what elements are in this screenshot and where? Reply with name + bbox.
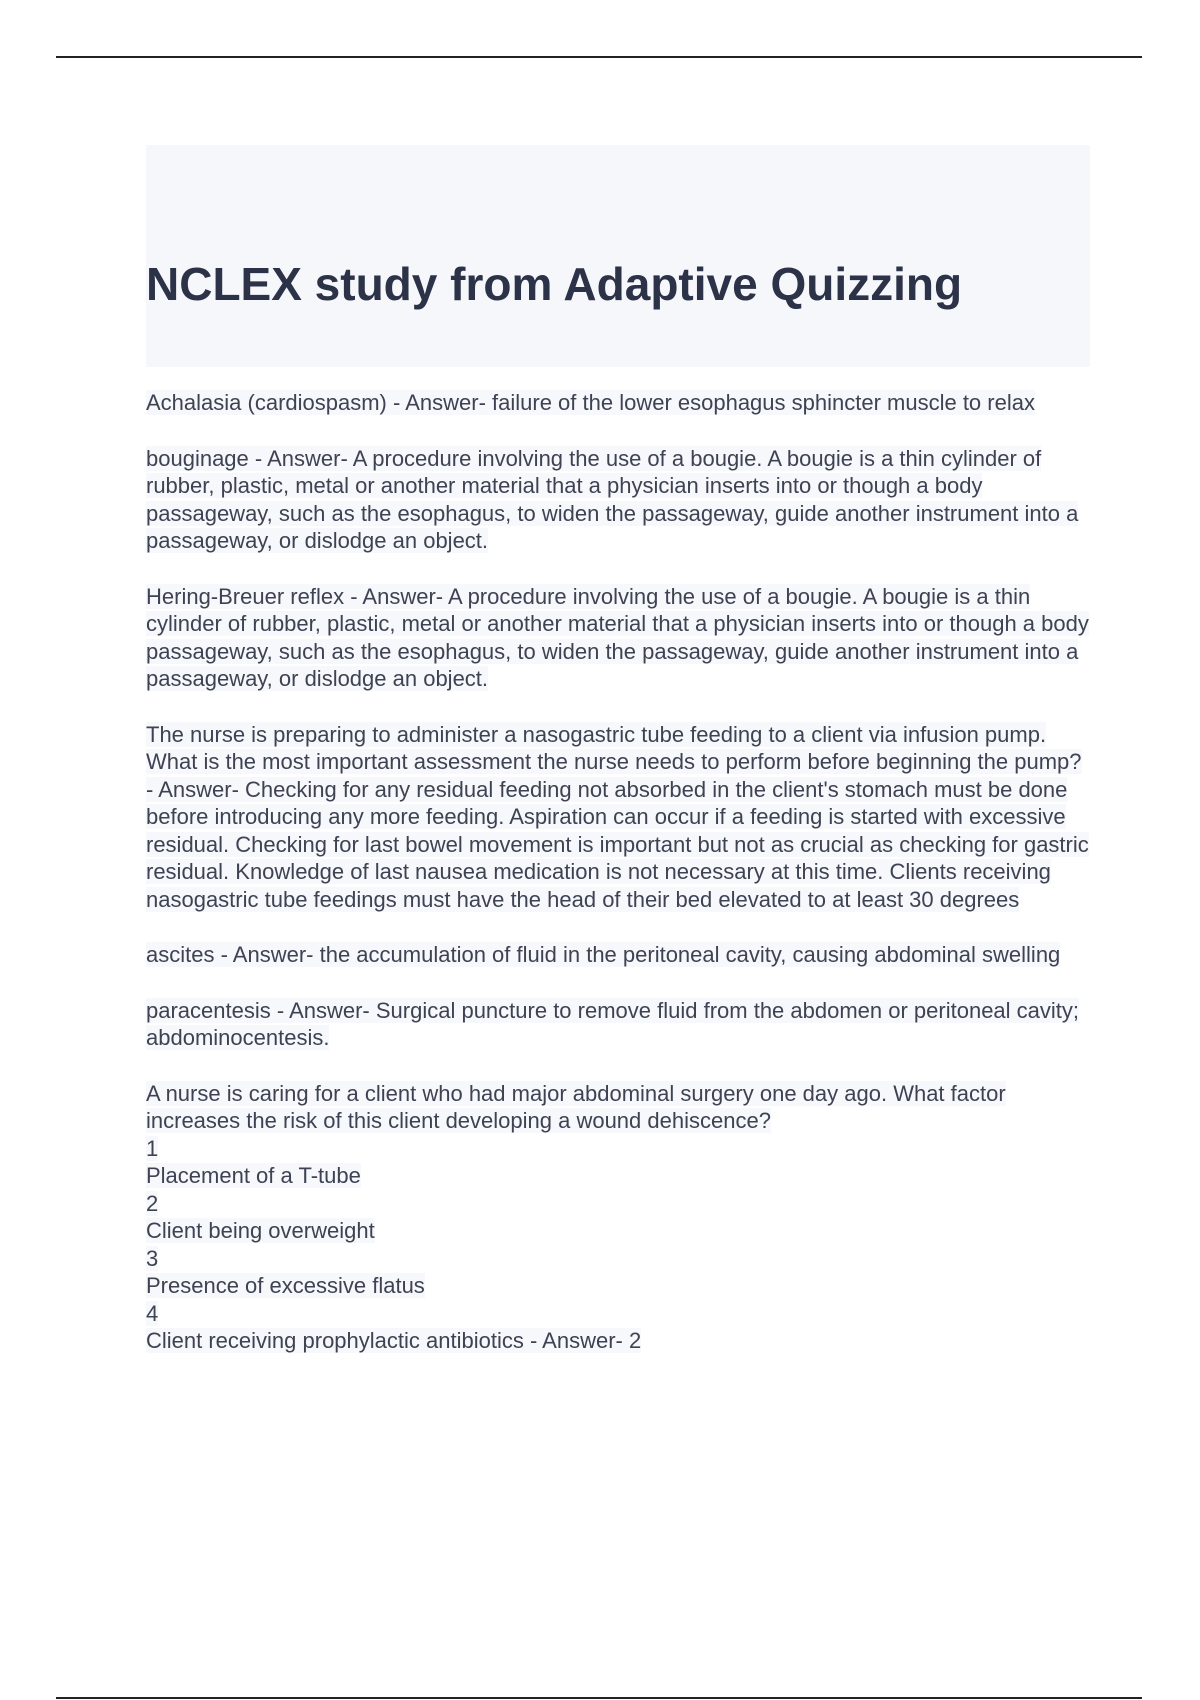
option-number-line	[146, 1135, 1090, 1163]
document-page	[146, 145, 1090, 1355]
flashcard-entry	[146, 445, 1090, 555]
option-number: 3	[146, 1245, 159, 1271]
flashcard-entry	[146, 583, 1090, 693]
option-number: 1	[146, 1135, 159, 1161]
flashcard-list	[146, 389, 1090, 1355]
question-text-line	[146, 1080, 1090, 1135]
document-title: NCLEX study from Adaptive Quizzing	[146, 258, 963, 310]
question-text: A nurse is caring for a client who had major abdominal surgery one day ago. What factor increases the risk of this client developing a wound dehiscence?	[146, 1080, 1006, 1133]
top-rule	[56, 56, 1142, 58]
option-number: 2	[146, 1190, 159, 1216]
title-block	[146, 145, 1090, 367]
flashcard-entry	[146, 997, 1090, 1052]
entry-text: Achalasia (cardiospasm) - Answer- failure of the lower esophagus sphincter muscle to relax	[146, 390, 1035, 415]
entry-text: The nurse is preparing to administer a nasogastric tube feeding to a client via infusion pump. What is the most important assessment the nurse needs to perform before beginning the pump? - Answer- Checking for any residual feeding not absorbed in the client's stomach must be done before introducing any more feeding. Aspiration can occur if a feeding is started with excessive residual. Checking for last bowel movement is important but not as crucial as checking for gastric residual. Knowledge of last nausea medication is not necessary at this time. Clients receiving nasogastric tube feedings must have the head of their bed elevated to at least 30 degrees	[146, 721, 1089, 912]
option-text-line	[146, 1217, 1090, 1245]
option-text-line	[146, 1272, 1090, 1300]
option-text: Placement of a T-tube	[146, 1163, 361, 1188]
option-text-line	[146, 1162, 1090, 1190]
entry-text: Hering-Breuer reflex - Answer- A procedure involving the use of a bougie. A bougie is a thin cylinder of rubber, plastic, metal or another material that a physician inserts into or though a body passageway, such as the esophagus, to widen the passageway, guide another instrument into a passageway, or dislodge an object.	[146, 583, 1089, 691]
option-number-line	[146, 1300, 1090, 1328]
option-number-line	[146, 1245, 1090, 1273]
flashcard-entry	[146, 941, 1090, 969]
question-block	[146, 1080, 1090, 1355]
entry-text: paracentesis - Answer- Surgical puncture to remove fluid from the abdomen or peritoneal cavity; abdominocentesis.	[146, 997, 1080, 1050]
flashcard-entry	[146, 721, 1090, 914]
option-text: Client receiving prophylactic antibiotics - Answer- 2	[146, 1328, 642, 1353]
entry-text: ascites - Answer- the accumulation of fluid in the peritoneal cavity, causing abdominal swelling	[146, 942, 1061, 967]
entry-text: bouginage - Answer- A procedure involving the use of a bougie. A bougie is a thin cylinder of rubber, plastic, metal or another material that a physician inserts into or though a body passageway, such as the esophagus, to widen the passageway, guide another instrument into a passageway, or dislodge an object.	[146, 445, 1079, 553]
bottom-rule	[56, 1697, 1142, 1699]
flashcard-entry	[146, 389, 1090, 417]
option-text-line	[146, 1327, 1090, 1355]
option-number-line	[146, 1190, 1090, 1218]
option-number: 4	[146, 1300, 159, 1326]
option-text: Client being overweight	[146, 1218, 375, 1243]
option-text: Presence of excessive flatus	[146, 1273, 425, 1298]
